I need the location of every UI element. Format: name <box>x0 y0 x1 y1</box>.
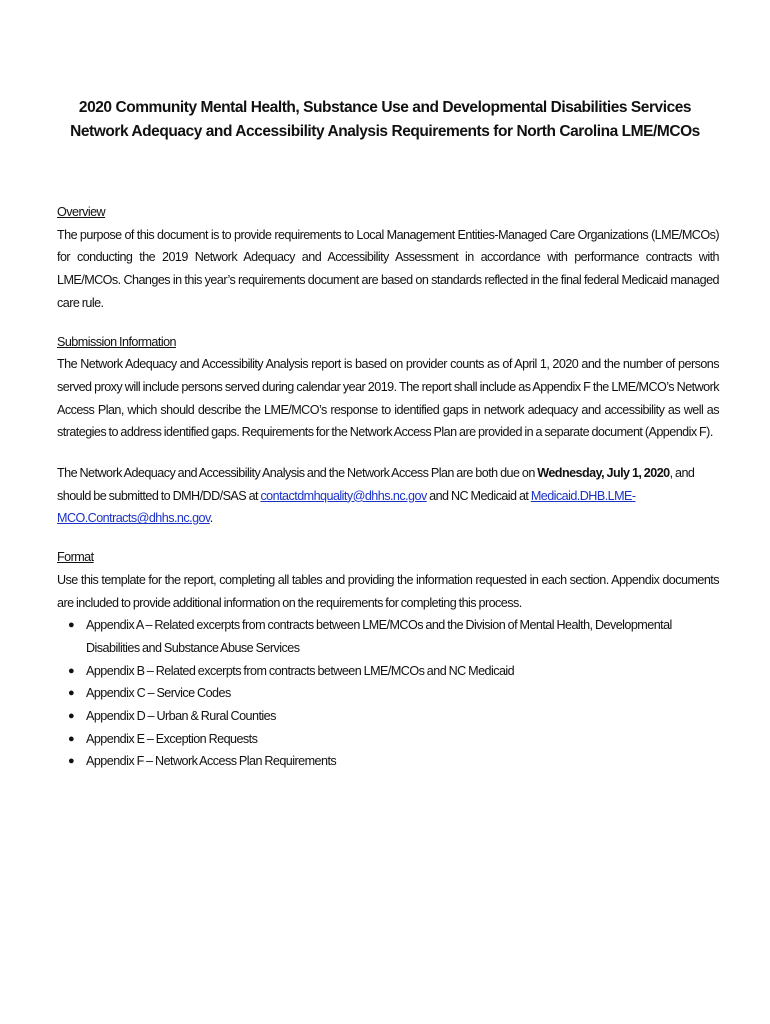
list-item <box>57 705 719 728</box>
bullet-icon: ● <box>68 664 75 677</box>
dmh-email-link[interactable]: contactdmhquality@dhhs.nc.gov <box>260 488 427 503</box>
list-item <box>57 660 719 683</box>
appendix-e: Appendix E – Exception Requests <box>86 731 258 746</box>
document-body <box>57 201 719 773</box>
appendix-d: Appendix D – Urban & Rural Counties <box>86 709 276 724</box>
format-paragraph: Use this template for the report, completing all tables and providing the information requested in each section. Appendix documents are included to provide additional information on the requirements for completing this process. <box>57 572 719 610</box>
due-suffix-text: . <box>209 511 213 526</box>
due-mid2-text: and NC Medicaid at <box>426 488 531 503</box>
medicaid-email-link[interactable]: Medicaid.DHB.LME-MCO.Contracts@dhhs.nc.gov <box>57 488 636 526</box>
submission-paragraph: The Network Adequacy and Accessibility Analysis report is based on provider counts as of April 1, 2020 and the number of persons served proxy will include persons served during calendar year 2019. The report shall include as Appendix F the LME/MCO’s Network Access Plan, which should describe the LME/MCO’s response to identified gaps in network adequacy and accessibility as well as strategies to address identified gaps. Requirements for the Network Access Plan are provided in a separate document (Appendix F). <box>57 357 719 440</box>
bullet-icon: ● <box>68 619 75 632</box>
bullet-icon: ● <box>68 755 75 768</box>
bullet-icon: ● <box>68 687 75 700</box>
due-date: Wednesday, July 1, 2020 <box>537 466 670 480</box>
title-line-1: 2020 Community Mental Health, Substance Use and Developmental Disabilities Services <box>78 99 692 116</box>
appendix-list <box>57 614 719 773</box>
due-mid-text: , and should be submitted to DMH/DD/SAS at <box>57 466 695 503</box>
bullet-icon: ● <box>68 710 75 723</box>
document-title <box>40 96 730 144</box>
overview-heading: Overview <box>57 205 106 219</box>
list-item <box>57 682 719 705</box>
list-item <box>57 750 719 773</box>
format-heading: Format <box>57 550 94 565</box>
appendix-a: Appendix A – Related excerpts from contracts between LME/MCOs and the Division of Mental Health, Developmental Disabilities and Substance Abuse Services <box>86 618 672 655</box>
appendix-c: Appendix C – Service Codes <box>86 686 231 701</box>
due-prefix-text: The Network Adequacy and Accessibility Analysis and the Network Access Plan are both due on <box>57 466 538 480</box>
overview-paragraph: The purpose of this document is to provide requirements to Local Management Entities-Managed Care Organizations (LME/MCOs) for conducting the 2019 Network Adequacy and Accessibility Assessment in accordance with performance contracts with LME/MCOs. Changes in this year’s requirements document are based on standards reflected in the final federal Medicaid managed care rule. <box>57 227 719 310</box>
due-date-paragraph <box>57 462 719 530</box>
appendix-f: Appendix F – Network Access Plan Requirements <box>86 754 337 769</box>
list-item <box>57 728 719 751</box>
submission-heading: Submission Information <box>57 334 176 349</box>
appendix-b: Appendix B – Related excerpts from contracts between LME/MCOs and NC Medicaid <box>86 663 515 678</box>
title-line-2: Network Adequacy and Accessibility Analysis Requirements for North Carolina LME/MCOs <box>70 123 700 140</box>
list-item <box>57 614 719 659</box>
bullet-icon: ● <box>68 732 75 745</box>
